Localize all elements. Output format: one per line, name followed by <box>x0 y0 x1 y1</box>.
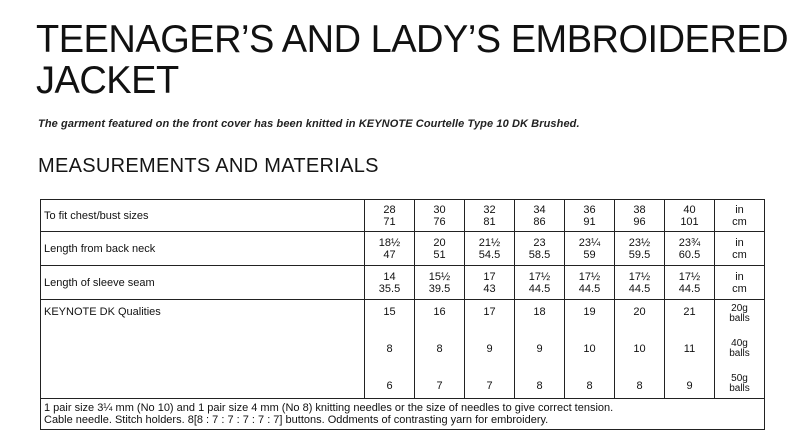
size-cell <box>665 266 715 300</box>
weight-label: 50g <box>731 373 748 384</box>
ball-count: 19 <box>583 306 596 318</box>
cm-value: 59 <box>583 248 596 261</box>
quantity-cell <box>465 300 515 399</box>
ball-count: 8 <box>386 343 393 355</box>
row-label: Length from back neck <box>41 232 365 266</box>
row-label: To fit chest/bust sizes <box>41 200 365 232</box>
cm-value: 51 <box>433 248 446 261</box>
inch-value: 30 <box>433 203 446 216</box>
ball-count: 21 <box>683 306 696 318</box>
size-cell <box>515 232 565 266</box>
unit-cell <box>715 200 765 232</box>
inch-value: 14 <box>383 270 396 283</box>
ball-count: 11 <box>683 343 696 355</box>
balls-label: balls <box>729 348 750 359</box>
table-row <box>41 266 765 300</box>
size-cell <box>415 266 465 300</box>
size-cell <box>665 200 715 232</box>
ball-count: 8 <box>436 343 443 355</box>
ball-count: 6 <box>386 380 393 392</box>
size-cell <box>615 266 665 300</box>
inch-value: 40 <box>683 203 696 216</box>
unit-label: in <box>735 236 744 249</box>
size-cell <box>665 232 715 266</box>
cm-value: 39.5 <box>428 282 451 295</box>
cm-value: 44.5 <box>578 282 601 295</box>
unit-label: cm <box>732 215 747 228</box>
ball-count: 9 <box>686 380 693 392</box>
ball-count: 16 <box>433 306 446 318</box>
cm-value: 47 <box>383 248 396 261</box>
table-row <box>41 232 765 266</box>
size-cell <box>615 200 665 232</box>
ball-count: 7 <box>486 380 493 392</box>
ball-count: 9 <box>486 343 493 355</box>
size-cell <box>615 232 665 266</box>
unit-label: in <box>735 203 744 216</box>
size-cell <box>365 232 415 266</box>
inch-value: 17½ <box>528 270 551 283</box>
cm-value: 43 <box>483 282 496 295</box>
size-cell <box>565 266 615 300</box>
ball-count: 7 <box>436 380 443 392</box>
size-cell <box>565 200 615 232</box>
pattern-title <box>36 19 788 101</box>
section-heading: MEASUREMENTS AND MATERIALS <box>38 155 379 177</box>
ball-count: 10 <box>583 343 596 355</box>
size-cell <box>515 266 565 300</box>
cm-value: 54.5 <box>478 248 501 261</box>
materials-notes <box>41 399 765 430</box>
unit-cell <box>715 232 765 266</box>
weight-label: 20g <box>731 303 748 314</box>
inch-value: 32 <box>483 203 496 216</box>
cm-value: 76 <box>433 215 446 228</box>
inch-value: 38 <box>633 203 646 216</box>
quantity-cell <box>615 300 665 399</box>
quantity-cell <box>365 300 415 399</box>
ball-weight <box>715 304 764 324</box>
inch-value: 23½ <box>628 236 651 249</box>
size-cell <box>415 200 465 232</box>
cm-value: 59.5 <box>628 248 651 261</box>
row-label: Length of sleeve seam <box>41 266 365 300</box>
notes-line: Cable needle. Stitch holders. 8[8 : 7 : 7 : 7 : 7 : 7] buttons. Oddments of contrasting yarn for embroidery. <box>44 414 549 426</box>
ball-count: 9 <box>536 343 543 355</box>
size-cell <box>465 266 515 300</box>
ball-count: 17 <box>483 306 496 318</box>
inch-value: 17½ <box>678 270 701 283</box>
row-label: KEYNOTE DK Qualities <box>41 300 365 399</box>
ball-count: 8 <box>636 380 643 392</box>
table-row-qualities <box>41 300 765 399</box>
cm-value: 86 <box>533 215 546 228</box>
cm-value: 58.5 <box>528 248 551 261</box>
cm-value: 44.5 <box>678 282 701 295</box>
ball-count: 8 <box>536 380 543 392</box>
notes-line: 1 pair size 3¼ mm (No 10) and 1 pair size 4 mm (No 8) knitting needles or the size of needles to give correct tension. <box>44 402 614 414</box>
inch-value: 15½ <box>428 270 451 283</box>
cm-value: 71 <box>383 215 396 228</box>
inch-value: 36 <box>583 203 596 216</box>
garment-note: The garment featured on the front cover has been knitted in KEYNOTE Courtelle Type 10 DK Brushed. <box>38 118 580 130</box>
balls-label: balls <box>729 313 750 324</box>
inch-value: 17½ <box>628 270 651 283</box>
inch-value: 17½ <box>578 270 601 283</box>
inch-value: 20 <box>433 236 446 249</box>
unit-cell <box>715 266 765 300</box>
inch-value: 23 <box>533 236 546 249</box>
cm-value: 91 <box>583 215 596 228</box>
balls-label: balls <box>729 383 750 394</box>
inch-value: 23¾ <box>678 236 701 249</box>
inch-value: 21½ <box>478 236 501 249</box>
quantity-cell <box>565 300 615 399</box>
size-cell <box>365 200 415 232</box>
measurements-table <box>40 199 765 430</box>
table-row <box>41 200 765 232</box>
inch-value: 34 <box>533 203 546 216</box>
cm-value: 96 <box>633 215 646 228</box>
cm-value: 60.5 <box>678 248 701 261</box>
title-line-1: TEENAGER’S AND LADY’S EMBROIDERED <box>36 17 789 62</box>
size-cell <box>465 200 515 232</box>
cm-value: 81 <box>483 215 496 228</box>
unit-label: in <box>735 270 744 283</box>
size-cell <box>365 266 415 300</box>
size-cell <box>465 232 515 266</box>
quantity-cell <box>415 300 465 399</box>
size-cell <box>415 232 465 266</box>
ball-count: 20 <box>633 306 646 318</box>
cm-value: 101 <box>680 215 699 228</box>
ball-count: 18 <box>533 306 546 318</box>
ball-count: 8 <box>586 380 593 392</box>
table-row-notes <box>41 399 765 430</box>
inch-value: 28 <box>383 203 396 216</box>
title-line-2: JACKET <box>36 58 179 103</box>
cm-value: 44.5 <box>528 282 551 295</box>
unit-label: cm <box>732 282 747 295</box>
cm-value: 35.5 <box>378 282 401 295</box>
cm-value: 44.5 <box>628 282 651 295</box>
inch-value: 17 <box>483 270 496 283</box>
weight-label: 40g <box>731 338 748 349</box>
size-cell <box>565 232 615 266</box>
ball-weight <box>715 339 764 359</box>
ball-weight <box>715 374 764 394</box>
unit-cell <box>715 300 765 399</box>
ball-count: 10 <box>633 343 646 355</box>
quantity-cell <box>665 300 715 399</box>
inch-value: 23¼ <box>578 236 601 249</box>
ball-count: 15 <box>383 306 396 318</box>
inch-value: 18½ <box>378 236 401 249</box>
unit-label: cm <box>732 248 747 261</box>
size-cell <box>515 200 565 232</box>
quantity-cell <box>515 300 565 399</box>
